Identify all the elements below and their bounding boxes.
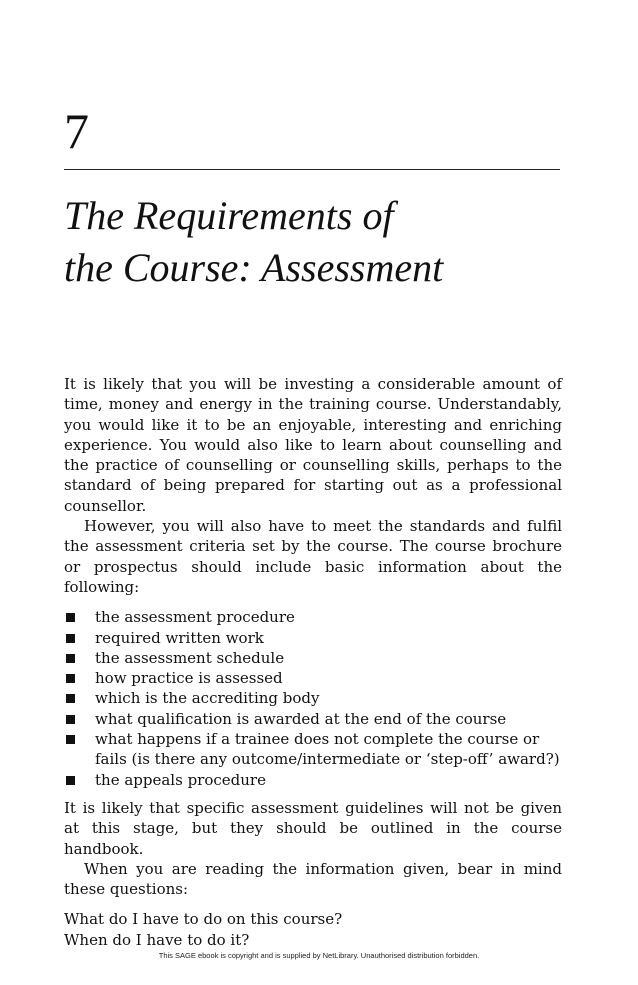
chapter-body: [64, 374, 562, 950]
list-item: [64, 688, 562, 708]
list-item-text: what happens if a trainee does not complete the course or fails (is there any outcome/intermediate or ‘step-off’ award?): [95, 730, 560, 769]
square-bullet-icon: [66, 694, 75, 703]
assessment-info-list: [64, 607, 562, 790]
question-what: What do I have to do on this course?: [64, 910, 343, 929]
list-item: [64, 729, 562, 770]
paragraph-questions-intro: When you are reading the information given, bear in mind these questions:: [64, 859, 562, 899]
square-bullet-icon: [66, 776, 75, 785]
copyright-notice: This SAGE ebook is copyright and is supplied by NetLibrary. Unauthorised distribution forbidden.: [158, 951, 480, 960]
chapter-title-line-2: the Course: Assessment: [64, 245, 444, 290]
list-item-text: how practice is assessed: [95, 669, 283, 688]
list-item-text: what qualification is awarded at the end of the course: [95, 709, 507, 728]
list-item: [64, 709, 562, 729]
list-item-text: the assessment schedule: [95, 648, 285, 667]
list-item: [64, 648, 562, 668]
paragraph-guidelines: It is likely that specific assessment guidelines will not be given at this stage, but they should be outlined in the course handbook.: [64, 798, 562, 858]
chapter-title: [64, 190, 564, 294]
square-bullet-icon: [66, 715, 75, 724]
square-bullet-icon: [66, 613, 75, 622]
list-item-text: which is the accrediting body: [95, 689, 320, 708]
chapter-title-line-1: The Requirements of: [64, 193, 394, 238]
chapter-number: 7: [64, 103, 89, 159]
questions-block: [64, 909, 562, 950]
list-item: [64, 668, 562, 688]
square-bullet-icon: [66, 654, 75, 663]
chapter-divider: [64, 169, 560, 170]
square-bullet-icon: [66, 735, 75, 744]
list-item: [64, 607, 562, 627]
list-item-text: required written work: [95, 628, 264, 647]
list-item-text: the appeals procedure: [95, 770, 266, 789]
list-item: [64, 628, 562, 648]
paragraph-intro: It is likely that you will be investing a considerable amount of time, money and energy in the training course. Understandably, you would like it to be an enjoyable, interesting and enriching experience. You would also like to learn about counselling and the practice of counselling or counselling skills, perhaps to the standard of being prepared for starting out as a professional counsellor.: [64, 375, 562, 515]
paragraph-standards: However, you will also have to meet the standards and fulfil the assessment criteria set by the course. The course brochure or prospectus should include basic information about the following:: [64, 517, 562, 596]
list-item-text: the assessment procedure: [95, 608, 295, 627]
question-when: When do I have to do it?: [64, 930, 250, 949]
list-item: [64, 770, 562, 790]
square-bullet-icon: [66, 634, 75, 643]
square-bullet-icon: [66, 674, 75, 683]
